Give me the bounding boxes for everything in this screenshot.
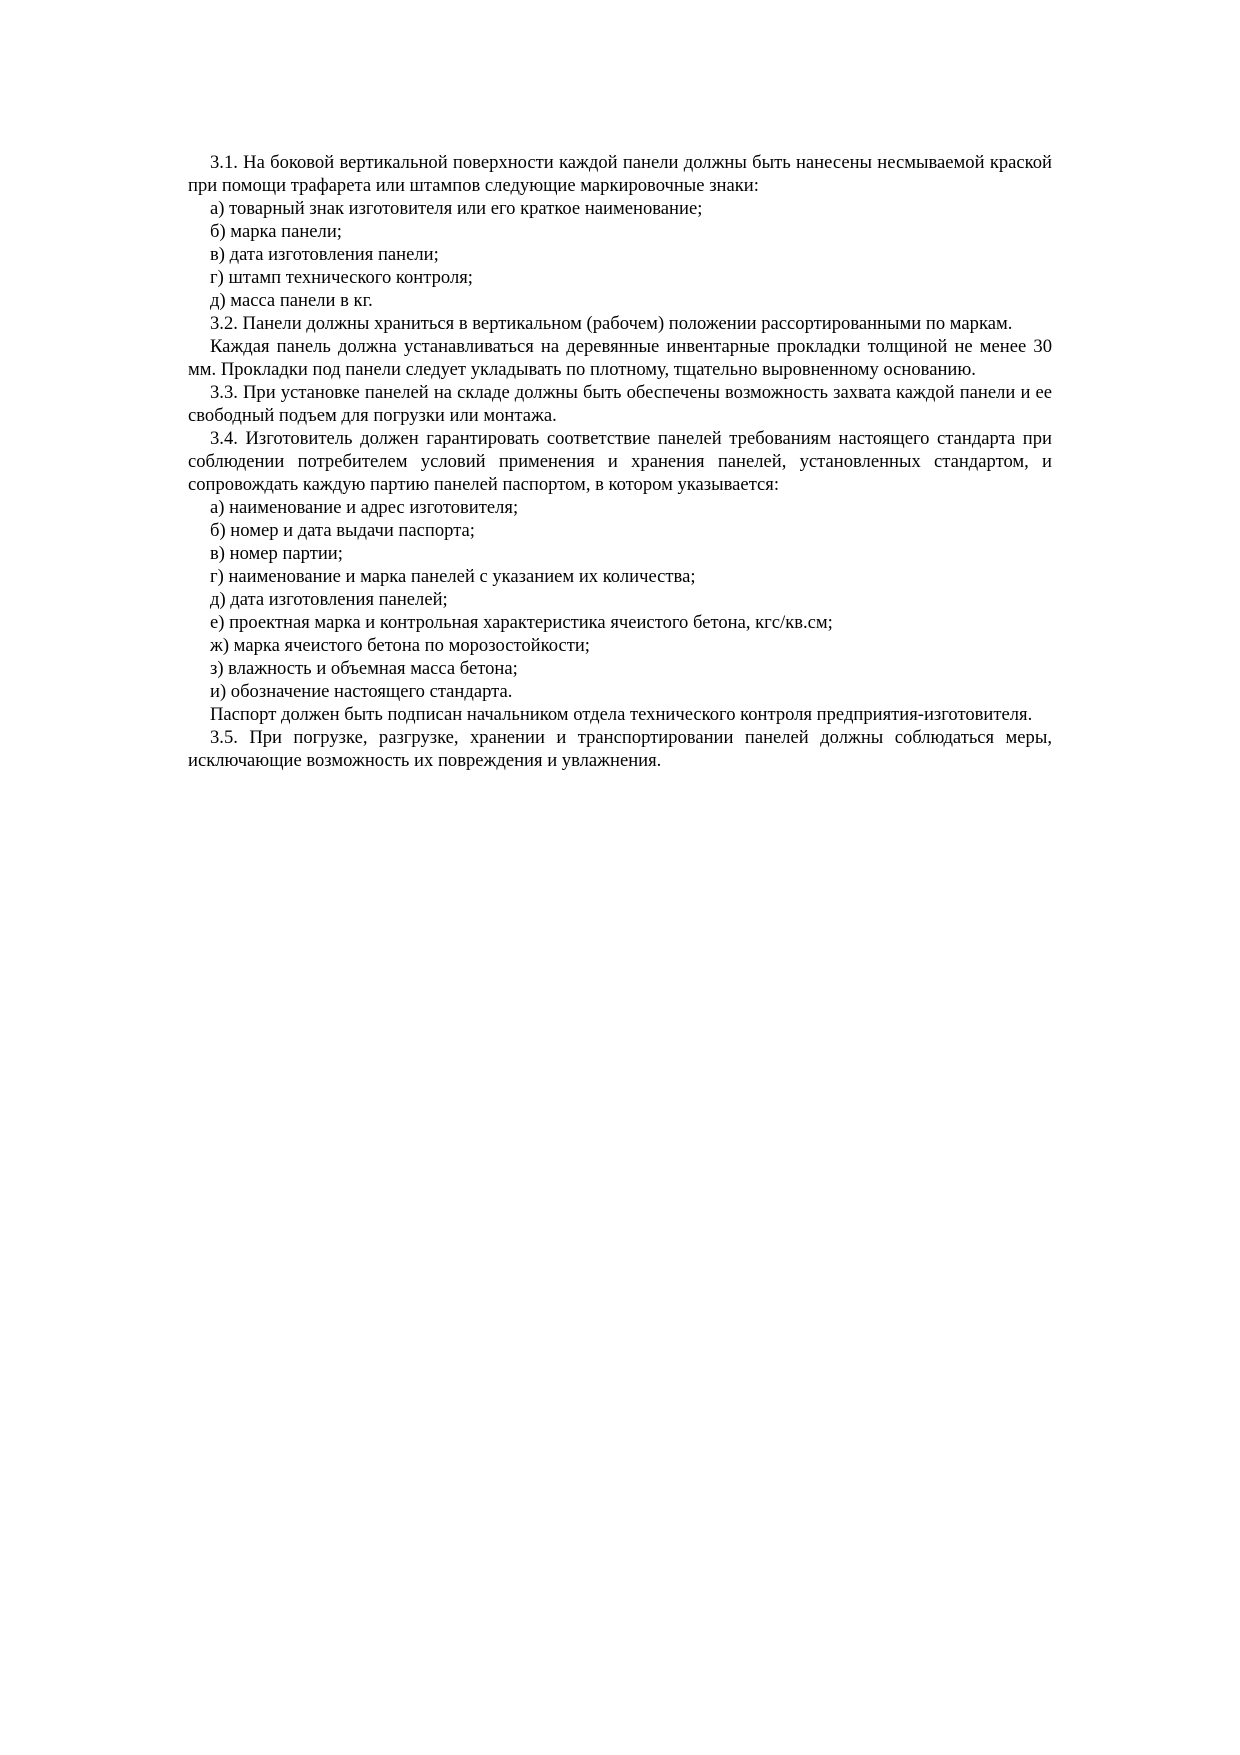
list-item-panel-grade: б) марка панели; — [210, 221, 342, 242]
list-item-concrete-grade: е) проектная марка и контрольная характеристика ячеистого бетона, кгс/кв.см; — [210, 612, 833, 633]
paragraph-3-3: 3.3. При установке панелей на складе должны быть обеспечены возможность захвата каждой панели и ее свободный подъем для погрузки или монтажа. — [188, 382, 1052, 426]
list-item-manufacture-date: в) дата изготовления панели; — [210, 244, 439, 265]
list-item-panel-mass: д) масса панели в кг. — [210, 290, 373, 311]
paragraph-3-1: 3.1. На боковой вертикальной поверхности каждой панели должны быть нанесены несмываемой краской при помощи трафарета или штампов следующие маркировочные знаки: — [188, 152, 1052, 196]
paragraph-spacers: Каждая панель должна устанавливаться на деревянные инвентарные прокладки толщиной не менее 30 мм. Прокладки под панели следует укладывать по плотному, тщательно выровненному основанию. — [188, 336, 1052, 380]
list-item-manufacturer-address: а) наименование и адрес изготовителя; — [210, 497, 519, 518]
list-item-frost-resistance: ж) марка ячеистого бетона по морозостойкости; — [210, 635, 590, 656]
list-item-panels-manufacture-date: д) дата изготовления панелей; — [210, 589, 448, 610]
paragraph-3-2: 3.2. Панели должны храниться в вертикальном (рабочем) положении рассортированными по маркам. — [210, 313, 1013, 334]
list-item-passport-number: б) номер и дата выдачи паспорта; — [210, 520, 475, 541]
list-item-standard-designation: и) обозначение настоящего стандарта. — [210, 681, 513, 702]
list-item-panel-name-quantity: г) наименование и марка панелей с указанием их количества; — [210, 566, 696, 587]
list-item-batch-number: в) номер партии; — [210, 543, 343, 564]
list-item-qc-stamp: г) штамп технического контроля; — [210, 267, 473, 288]
paragraph-passport-signature: Паспорт должен быть подписан начальником отдела технического контроля предприятия-изготовителя. — [210, 704, 1033, 725]
list-item-humidity-density: з) влажность и объемная масса бетона; — [210, 658, 518, 679]
paragraph-3-4: 3.4. Изготовитель должен гарантировать соответствие панелей требованиям настоящего стандарта при соблюдении потребителем условий применения и хранения панелей, установленных стандартом, и сопровождать каждую партию панелей паспортом, в котором указывается: — [188, 428, 1052, 495]
document-body — [188, 151, 1052, 772]
paragraph-3-5: 3.5. При погрузке, разгрузке, хранении и транспортировании панелей должны соблюдаться меры, исключающие возможность их повреждения и увлажнения. — [188, 727, 1052, 771]
list-item-trademark: а) товарный знак изготовителя или его краткое наименование; — [210, 198, 703, 219]
